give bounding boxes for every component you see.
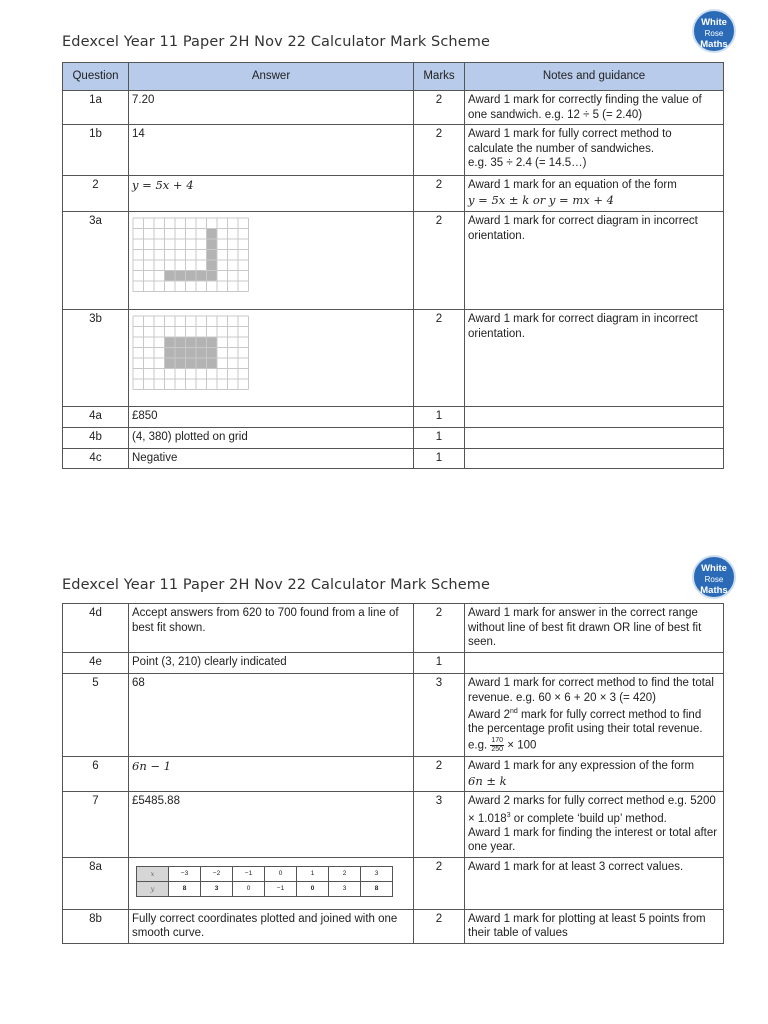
notes-cell — [465, 653, 724, 674]
shaded-square — [207, 250, 218, 261]
shaded-square — [165, 337, 176, 348]
table-row — [63, 176, 724, 212]
table-row — [63, 428, 724, 449]
answer-cell: £850 — [129, 407, 414, 428]
fraction: $\frac{170}{250}$ — [491, 736, 504, 753]
question-cell: 4e — [63, 653, 129, 674]
question-cell: 4d — [63, 604, 129, 653]
white-rose-maths-logo: White Rose Maths — [692, 9, 736, 53]
marks-cell: 2 — [414, 91, 465, 125]
table-row — [63, 449, 724, 469]
marks-cell: 2 — [414, 857, 465, 909]
marks-cell: 2 — [414, 909, 465, 943]
shape-grid-diagram — [132, 217, 250, 299]
marks-cell: 1 — [414, 428, 465, 449]
question-cell: 4c — [63, 449, 129, 469]
question-cell: 7 — [63, 792, 129, 858]
answer-cell: Fully correct coordinates plotted and joined with one smooth curve. — [129, 909, 414, 943]
mark-scheme-table — [62, 62, 724, 469]
marks-cell: 2 — [414, 604, 465, 653]
shaded-square — [186, 358, 197, 369]
notes-cell: Award 1 mark for correct diagram in incorrect orientation. — [465, 212, 724, 310]
white-rose-maths-logo: White Rose Maths — [692, 555, 736, 599]
answer-cell: y = 5x + 4 — [129, 176, 414, 212]
table-row — [63, 407, 724, 428]
answer-cell: 7.20 — [129, 91, 414, 125]
notes-cell: Award 1 mark for plotting at least 5 points from their table of values — [465, 909, 724, 943]
answer-cell — [129, 212, 414, 310]
shaded-square — [207, 358, 218, 369]
shaded-square — [196, 337, 207, 348]
notes-cell: Award 1 mark for at least 3 correct values. — [465, 857, 724, 909]
x-value: 0 — [265, 866, 297, 881]
shaded-square — [175, 337, 186, 348]
marks-cell: 3 — [414, 792, 465, 858]
answer-cell — [129, 310, 414, 407]
marks-cell: 2 — [414, 176, 465, 212]
table-row — [63, 792, 724, 858]
answer-cell: Point (3, 210) clearly indicated — [129, 653, 414, 674]
question-cell: 4a — [63, 407, 129, 428]
notes-cell: Award 1 mark for fully correct method to calculate the number of sandwiches. e.g. 35 ÷ 2.4 (= 14.5…) — [465, 125, 724, 176]
question-column-header: Question — [63, 63, 129, 91]
notes-cell — [465, 428, 724, 449]
shaded-square — [207, 348, 218, 359]
marks-cell: 3 — [414, 674, 465, 757]
x-value: 3 — [361, 866, 393, 881]
answer-cell: £5485.88 — [129, 792, 414, 858]
mark-scheme-page-2 — [0, 540, 768, 1024]
shaded-square — [207, 239, 218, 250]
notes-cell: Award 1 mark for answer in the correct range without line of best fit drawn OR line of best fit seen. — [465, 604, 724, 653]
x-value: −2 — [201, 866, 233, 881]
x-value: −1 — [233, 866, 265, 881]
notes-cell: Award 1 mark for correct method to find the total revenue. e.g. 60 × 6 + 20 × 3 (= 420) Award 2nd mark for fully correct method to find the percentage profit using their total revenue. e.g. $\frac{170}{250}$ × 100 — [465, 674, 724, 757]
shaded-square — [207, 229, 218, 240]
page-title: Edexcel Year 11 Paper 2H Nov 22 Calculator Mark Scheme — [62, 34, 490, 50]
question-cell: 5 — [63, 674, 129, 757]
marks-cell: 1 — [414, 653, 465, 674]
question-cell: 2 — [63, 176, 129, 212]
answer-cell: 14 — [129, 125, 414, 176]
notes-cell: Award 1 mark for any expression of the form 6n ± k — [465, 757, 724, 792]
table-row — [63, 91, 724, 125]
shaded-square — [165, 348, 176, 359]
y-value: 3 — [201, 881, 233, 896]
shaded-square — [207, 260, 218, 271]
y-value: 8 — [361, 881, 393, 896]
x-value: 2 — [329, 866, 361, 881]
y-value: 0 — [297, 881, 329, 896]
table-row — [63, 604, 724, 653]
marks-cell: 2 — [414, 757, 465, 792]
shaded-square — [175, 358, 186, 369]
x-value: 1 — [297, 866, 329, 881]
answer-cell: 68 — [129, 674, 414, 757]
question-cell: 8b — [63, 909, 129, 943]
shaded-square — [186, 337, 197, 348]
table-row — [63, 212, 724, 310]
answer-cell: Accept answers from 620 to 700 found from a line of best fit shown. — [129, 604, 414, 653]
notes-cell — [465, 449, 724, 469]
question-cell: 1b — [63, 125, 129, 176]
question-cell: 3b — [63, 310, 129, 407]
y-row-label: y — [137, 881, 169, 896]
page-title: Edexcel Year 11 Paper 2H Nov 22 Calculator Mark Scheme — [62, 577, 490, 593]
shaded-square — [175, 271, 186, 282]
table-row — [63, 310, 724, 407]
marks-cell: 2 — [414, 212, 465, 310]
question-cell: 4b — [63, 428, 129, 449]
answer-column-header: Answer — [129, 63, 414, 91]
y-value: −1 — [265, 881, 297, 896]
notes-column-header: Notes and guidance — [465, 63, 724, 91]
answer-cell — [129, 857, 414, 909]
answer-cell: (4, 380) plotted on grid — [129, 428, 414, 449]
marks-cell: 1 — [414, 407, 465, 428]
x-row-label: x — [137, 866, 169, 881]
shaded-square — [207, 271, 218, 282]
shaded-square — [175, 348, 186, 359]
marks-cell: 2 — [414, 125, 465, 176]
shaded-square — [207, 337, 218, 348]
notes-cell: Award 1 mark for an equation of the form y = 5x ± k or y = mx + 4 — [465, 176, 724, 212]
shaded-square — [196, 358, 207, 369]
notes-cell — [465, 407, 724, 428]
y-value: 0 — [233, 881, 265, 896]
marks-cell: 1 — [414, 449, 465, 469]
x-value: −3 — [169, 866, 201, 881]
table-header-row — [63, 63, 724, 91]
shaded-square — [186, 348, 197, 359]
mark-scheme-table-continued — [62, 603, 724, 944]
marks-column-header: Marks — [414, 63, 465, 91]
answer-cell: 6n − 1 — [129, 757, 414, 792]
table-row — [63, 757, 724, 792]
table-row — [63, 653, 724, 674]
shaded-square — [165, 271, 176, 282]
answer-cell: Negative — [129, 449, 414, 469]
shaded-square — [186, 271, 197, 282]
shape-grid-diagram — [132, 315, 250, 397]
notes-cell: Award 1 mark for correct diagram in incorrect orientation. — [465, 310, 724, 407]
question-cell: 1a — [63, 91, 129, 125]
xy-value-table — [136, 866, 393, 897]
question-cell: 3a — [63, 212, 129, 310]
notes-cell: Award 1 mark for correctly finding the value of one sandwich. e.g. 12 ÷ 5 (= 2.40) — [465, 91, 724, 125]
table-row — [63, 857, 724, 909]
y-value: 3 — [329, 881, 361, 896]
table-row — [63, 674, 724, 757]
question-cell: 6 — [63, 757, 129, 792]
table-row — [63, 909, 724, 943]
y-value: 8 — [169, 881, 201, 896]
shaded-square — [165, 358, 176, 369]
notes-cell: Award 2 marks for fully correct method e.g. $5200 \times 1.018^3$ or complete ‘build up’ method. Award 1 mark for finding the interest or total after one year. — [465, 792, 724, 858]
table-row — [63, 125, 724, 176]
marks-cell: 2 — [414, 310, 465, 407]
shaded-square — [196, 348, 207, 359]
question-cell: 8a — [63, 857, 129, 909]
shaded-square — [196, 271, 207, 282]
